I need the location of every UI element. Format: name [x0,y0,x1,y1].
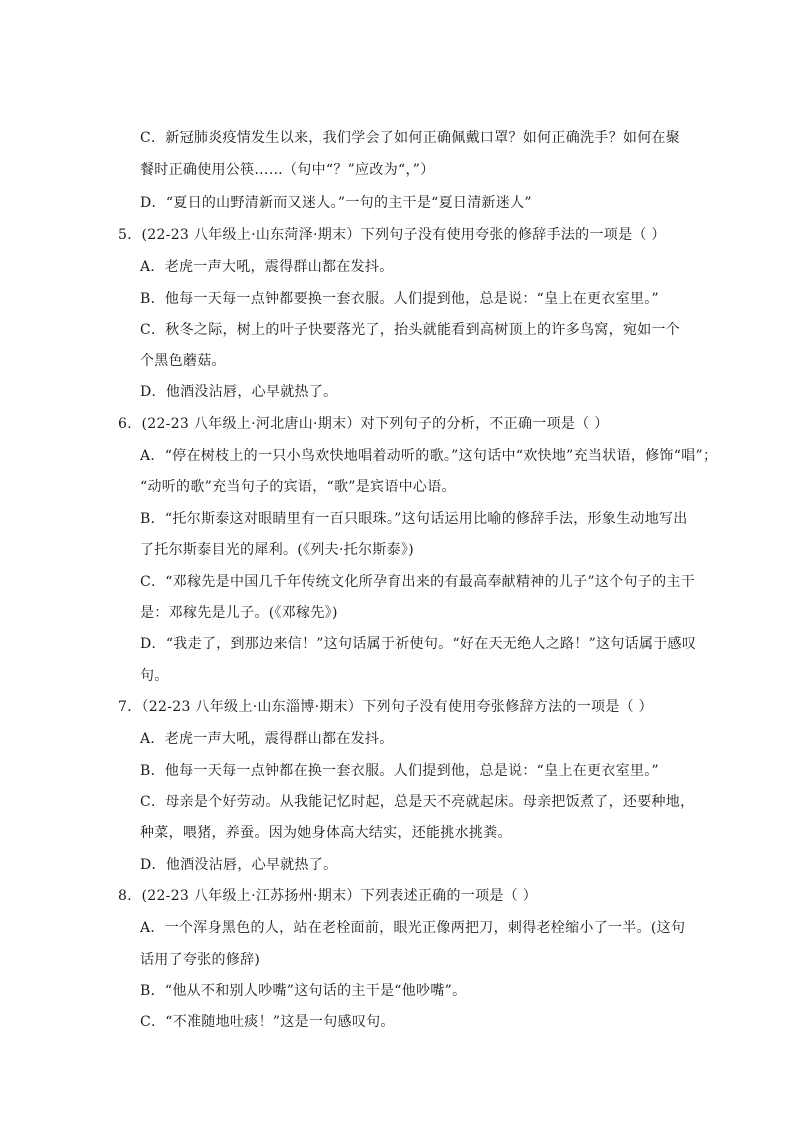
q7-option-d: D．他酒没沾唇，心早就热了。 [140,857,338,873]
q6-option-b: B．“托尔斯泰这对眼睛里有一百只眼珠。”这句话运用比喻的修辞手法，形象生动地写出 [140,511,688,527]
q4-option-c: C．新冠肺炎疫情发生以来，我们学会了如何正确佩戴口罩？如何正确洗手？如何在聚 [140,130,681,146]
q7-option-b: B．他每一天每一点钟都在换一套衣服。人们提到他，总是说：“皇上在更衣室里。” [140,763,659,779]
question-8-stem: 8．(22-23 八年级上·江苏扬州·期末）下列表述正确的一项是（ ） [118,888,538,904]
q7-option-c-cont: 种菜，喂猪，养蚕。因为她身体高大结实，还能挑水挑粪。 [140,825,512,841]
q6-option-a-cont: “动听的歌”充当句子的宾语，“歌”是宾语中心语。 [140,479,456,495]
q5-option-c: C．秋冬之际，树上的叶子快要落光了，抬头就能看到高树顶上的许多鸟窝，宛如一个 [140,322,681,338]
q8-option-a: A．一个浑身黑色的人，站在老栓面前，眼光正像两把刀，刺得老栓缩小了一半。(这句 [140,920,686,936]
q7-option-a: A．老虎一声大吼，震得群山都在发抖。 [140,731,394,747]
q4-option-d: D．“夏日的山野清新而又迷人。”一句的主干是“夏日清新迷人” [140,195,532,211]
question-6-stem: 6．(22-23 八年级上·河北唐山·期末）对下列句子的分析，不正确一项是（ ） [118,416,609,432]
q6-option-b-cont: 了托尔斯泰目光的犀利。(《列夫·托尔斯泰》) [140,542,414,558]
q8-option-c: C．“不准随地吐痰！”这是一句感叹句。 [140,1014,395,1030]
question-7-stem: 7．（22-23 八年级上·山东淄博·期末）下列句子没有使用夸张修辞方法的一项是（ ） [118,699,653,715]
q5-option-d: D．他酒没沾唇，心早就热了。 [140,384,338,400]
q8-option-b: B．“他从不和别人吵嘴”这句话的主干是“他吵嘴”。 [140,983,467,999]
q5-option-b: B．他每一天每一点钟都要换一套衣服。人们提到他，总是说：“皇上在更衣室里。” [140,291,659,307]
question-5-stem: 5．(22-23 八年级上·山东菏泽·期末）下列句子没有使用夸张的修辞手法的一项是（ ） [118,227,666,243]
q4-option-c-cont: 餐时正确使用公筷……（句中“？”应改为“，”） [140,162,435,178]
q6-option-d: D．“我走了，到那边来信！”这句话属于祈使句。“好在天无绝人之路！”这句话属于感叹 [140,636,697,652]
q5-option-c-cont: 个黑色蘑菇。 [140,353,226,369]
q6-option-c-cont: 是：邓稼先是儿子。(《邓稼先》) [140,605,338,621]
q6-option-d-cont: 句。 [140,668,169,684]
q7-option-c: C．母亲是个好劳动。从我能记忆时起，总是天不亮就起床。母亲把饭煮了，还要种地， [140,794,695,810]
q8-option-a-cont: 话用了夸张的修辞) [140,952,261,968]
q6-option-c: C．“邓稼先是中国几千年传统文化所孕育出来的有最高奉献精神的儿子”这个句子的主干 [140,574,696,590]
q6-option-a: A．“停在树枝上的一只小鸟欢快地唱着动听的歌。”这句话中“欢快地”充当状语，修饰“唱”； [140,448,718,464]
q5-option-a: A．老虎一声大吼，震得群山都在发抖。 [140,259,394,275]
